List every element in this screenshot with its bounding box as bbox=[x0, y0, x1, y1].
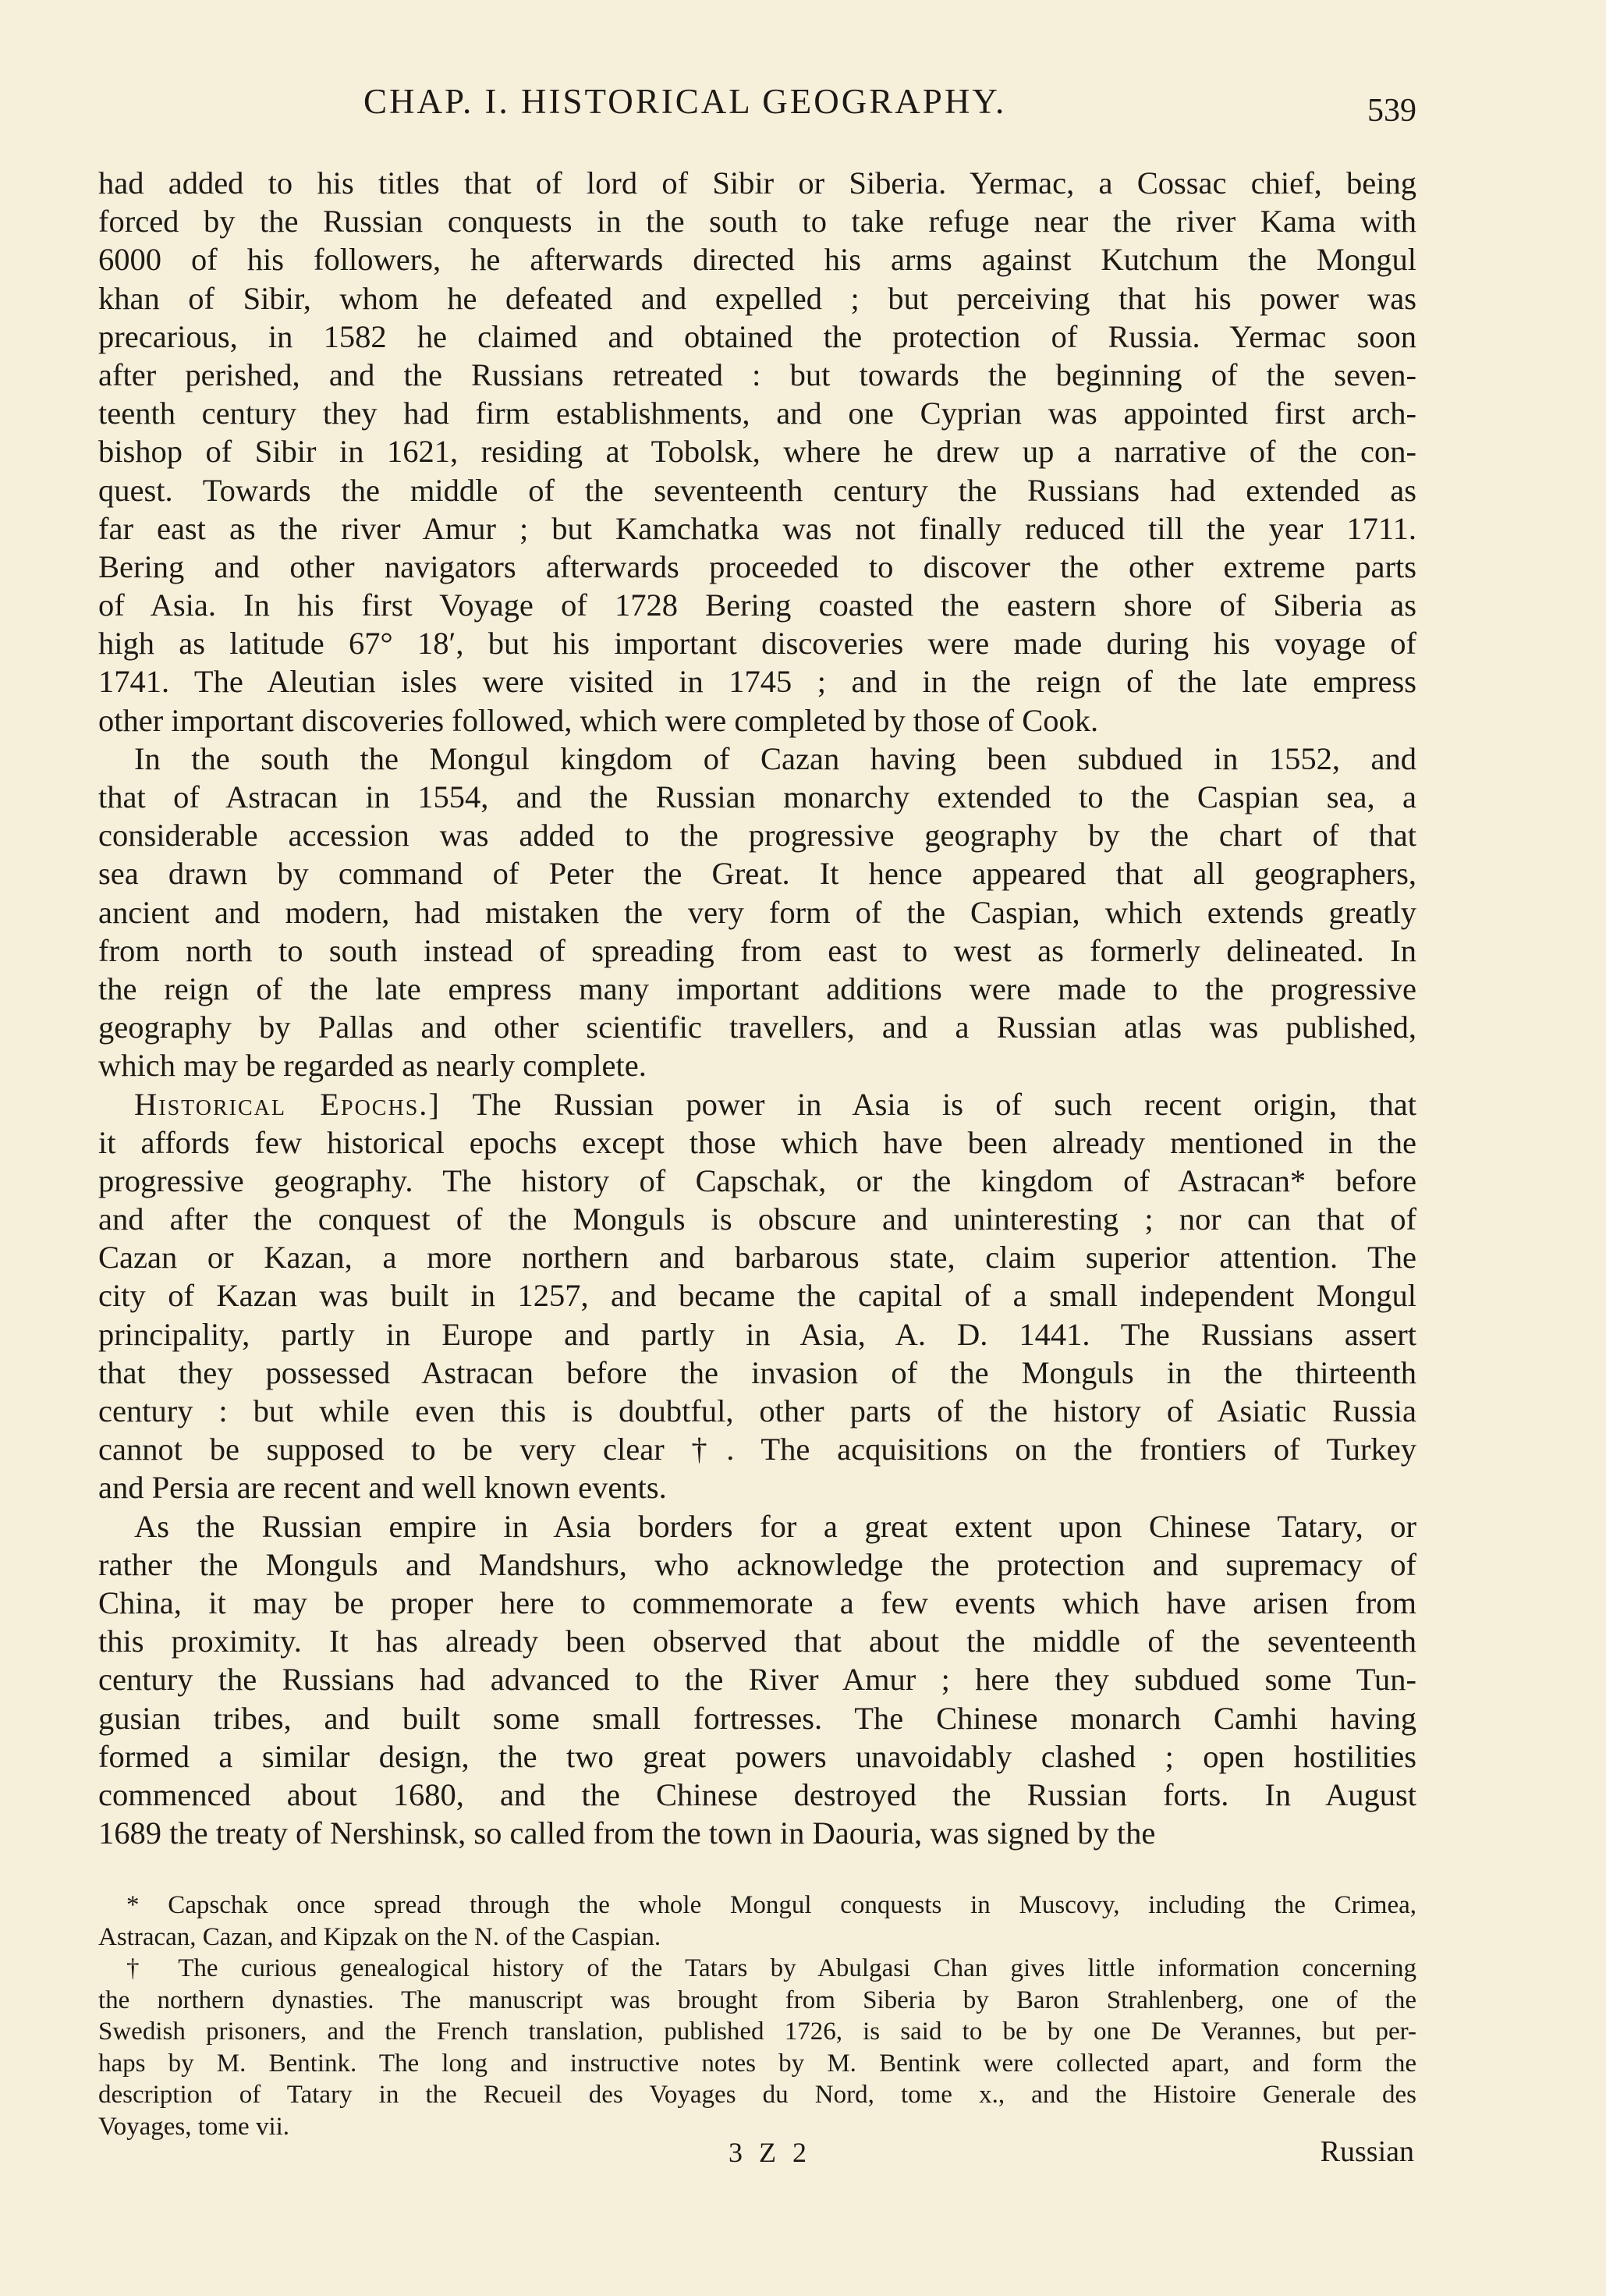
text-line bbox=[98, 509, 1416, 548]
text-line bbox=[98, 164, 1416, 202]
text-line bbox=[98, 1507, 1416, 1545]
line-text: 6000 of his followers, he afterwards directed his arms against Kutchum the Mongul bbox=[98, 242, 1416, 278]
signature-mark: 3 Z 2 bbox=[729, 2137, 811, 2168]
text-line bbox=[98, 202, 1416, 240]
line-text: In the south the Mongul kingdom of Cazan having been subdued in 1552, and bbox=[134, 740, 1416, 776]
text-line bbox=[98, 356, 1416, 394]
catchword: Russian bbox=[1320, 2135, 1414, 2168]
text-line bbox=[98, 1622, 1416, 1660]
line-text: principality, partly in Europe and partly in Asia, A. D. 1441. The Russians assert bbox=[98, 1316, 1416, 1352]
line-text: rather the Monguls and Mandshurs, who acknowledge the protection and supremacy of bbox=[98, 1546, 1416, 1582]
text-line bbox=[98, 1046, 1416, 1084]
line-text: high as latitude 67° 18′, but his important discoveries were made during his voyage of bbox=[98, 626, 1416, 662]
page-number: 539 bbox=[1367, 93, 1416, 129]
line-text: 1741. The Aleutian isles were visited in 1745 ; and in the reign of the late empress bbox=[98, 664, 1416, 700]
text-line bbox=[98, 1162, 1416, 1200]
text-line bbox=[98, 1468, 1416, 1506]
line-text: the reign of the late empress many important additions were made to the progressive bbox=[98, 971, 1416, 1006]
text-line bbox=[98, 1430, 1416, 1468]
line-text: which may be regarded as nearly complete. bbox=[98, 1048, 647, 1084]
text-line bbox=[98, 432, 1416, 470]
line-text: khan of Sibir, whom he defeated and expelled ; but perceiving that his power was bbox=[98, 280, 1416, 316]
text-line bbox=[98, 893, 1416, 932]
line-text: that of Astracan in 1554, and the Russian monarchy extended to the Caspian sea, a bbox=[98, 779, 1416, 814]
line-text: teenth century they had firm establishments, and one Cyprian was appointed first arch- bbox=[98, 396, 1416, 431]
text-line bbox=[98, 394, 1416, 432]
line-text: 1689 the treaty of Nershinsk, so called from the town in Daouria, was signed by the bbox=[98, 1815, 1156, 1851]
footnote-line: Astracan, Cazan, and Kipzak on the N. of the Caspian. bbox=[98, 1922, 661, 1951]
footnote-line: Voyages, tome vii. bbox=[98, 2112, 290, 2141]
body-text bbox=[98, 164, 1416, 1852]
line-text: ancient and modern, had mistaken the very form of the Caspian, which extends greatly bbox=[98, 894, 1416, 930]
line-text: Bering and other navigators afterwards proceeded to discover the other extreme parts bbox=[98, 548, 1416, 584]
footnote-line: † The curious genealogical history of the Tatars by Abulgasi Chan gives little information concerning bbox=[126, 1954, 1416, 1982]
line-text: bishop of Sibir in 1621, residing at Tobolsk, where he drew up a narrative of the con- bbox=[98, 434, 1416, 470]
line-text: sea drawn by command of Peter the Great. It hence appeared that all geographers, bbox=[98, 856, 1416, 892]
line-text: had added to his titles that of lord of Sibir or Siberia. Yermac, a Cossac chief, being bbox=[98, 165, 1416, 201]
text-line bbox=[98, 1660, 1416, 1698]
text-line bbox=[98, 1737, 1416, 1776]
text-line bbox=[98, 740, 1416, 778]
text-line bbox=[98, 1545, 1416, 1584]
line-text: forced by the Russian conquests in the south to take refuge near the river Kama with bbox=[98, 204, 1416, 240]
footnote-line: * Capschak once spread through the whole Mongul conquests in Muscovy, including the Crimea, bbox=[126, 1891, 1416, 1919]
text-line bbox=[98, 240, 1416, 279]
footnote-line: description of Tatary in the Recueil des Voyages du Nord, tome x., and the Histoire Generale des bbox=[98, 2081, 1416, 2109]
running-title: CHAP. I. HISTORICAL GEOGRAPHY. bbox=[363, 82, 1007, 121]
text-line bbox=[98, 1392, 1416, 1430]
text-line bbox=[98, 662, 1416, 701]
text-line bbox=[98, 1699, 1416, 1737]
line-text: formed a similar design, the two great powers unavoidably clashed ; open hostilities bbox=[98, 1738, 1416, 1774]
line-text: cannot be supposed to be very clear †. The acquisitions on the frontiers of Turkey bbox=[98, 1432, 1416, 1467]
text-line bbox=[98, 970, 1416, 1008]
text-line bbox=[98, 1276, 1416, 1315]
footnotes bbox=[98, 1890, 1416, 2142]
text-line bbox=[98, 318, 1416, 356]
line-text: city of Kazan was built in 1257, and became the capital of a small independent Mongul bbox=[98, 1278, 1416, 1314]
line-text: century the Russians had advanced to the River Amur ; here they subdued some Tun- bbox=[98, 1662, 1416, 1698]
line-text: Cazan or Kazan, a more northern and barbarous state, claim superior attention. The bbox=[98, 1240, 1416, 1276]
text-line bbox=[98, 932, 1416, 970]
line-text: China, it may be proper here to commemorate a few events which have arisen from bbox=[98, 1584, 1416, 1620]
text-line bbox=[98, 778, 1416, 816]
footnote-line: the northern dynasties. The manuscript was brought from Siberia by Baron Strahlenberg, one of the bbox=[98, 1985, 1416, 2014]
line-text: it affords few historical epochs except those which have been already mentioned in the bbox=[98, 1124, 1416, 1160]
text-line bbox=[98, 701, 1416, 740]
line-text: and after the conquest of the Monguls is obscure and uninteresting ; nor can that of bbox=[98, 1201, 1416, 1237]
line-text: As the Russian empire in Asia borders for a great extent upon Chinese Tatary, or bbox=[134, 1508, 1416, 1544]
text-line bbox=[98, 1776, 1416, 1814]
section-heading: Historical Epochs.] bbox=[134, 1086, 441, 1122]
text-line bbox=[98, 1200, 1416, 1238]
text-line bbox=[98, 471, 1416, 509]
line-text: of Asia. In his first Voyage of 1728 Bering coasted the eastern shore of Siberia as bbox=[98, 587, 1416, 623]
text-line bbox=[98, 854, 1416, 892]
line-text: that they possessed Astracan before the invasion of the Monguls in the thirteenth bbox=[98, 1354, 1416, 1390]
text-line bbox=[98, 816, 1416, 854]
line-text: other important discoveries followed, which were completed by those of Cook. bbox=[98, 702, 1099, 738]
line-text: and Persia are recent and well known events. bbox=[98, 1470, 667, 1506]
text-line bbox=[98, 1123, 1416, 1162]
running-head bbox=[98, 81, 1416, 128]
line-text: this proximity. It has already been observed that about the middle of the seventeenth bbox=[98, 1624, 1416, 1659]
text-line bbox=[98, 1315, 1416, 1354]
line-text: century : but while even this is doubtful, other parts of the history of Asiatic Russia bbox=[98, 1393, 1416, 1428]
text-line bbox=[98, 1008, 1416, 1046]
line-text: commenced about 1680, and the Chinese destroyed the Russian forts. In August bbox=[98, 1776, 1416, 1812]
line-text: far east as the river Amur ; but Kamchatka was not finally reduced till the year 1711. bbox=[98, 510, 1416, 546]
line-text: The Russian power in Asia is of such recent origin, that bbox=[440, 1086, 1416, 1122]
footnote-line: Swedish prisoners, and the French translation, published 1726, is said to be by one De Verannes, but per- bbox=[98, 2017, 1416, 2046]
text-line bbox=[98, 624, 1416, 662]
text-line bbox=[98, 1238, 1416, 1276]
line-text: gusian tribes, and built some small fortresses. The Chinese monarch Camhi having bbox=[98, 1700, 1416, 1736]
line-text: considerable accession was added to the progressive geography by the chart of that bbox=[98, 818, 1416, 853]
text-line bbox=[98, 1814, 1416, 1852]
text-line bbox=[98, 1085, 1416, 1123]
text-line bbox=[98, 1584, 1416, 1622]
text-line bbox=[98, 548, 1416, 586]
footnote-line: haps by M. Bentink. The long and instructive notes by M. Bentink were collected apart, and form the bbox=[98, 2049, 1416, 2078]
line-text: geography by Pallas and other scientific travellers, and a Russian atlas was published, bbox=[98, 1010, 1416, 1045]
text-line bbox=[98, 586, 1416, 624]
line-text: from north to south instead of spreading from east to west as formerly delineated. In bbox=[98, 932, 1416, 968]
line-text: precarious, in 1582 he claimed and obtained the protection of Russia. Yermac soon bbox=[98, 318, 1416, 354]
line-text: quest. Towards the middle of the seventeenth century the Russians had extended as bbox=[98, 472, 1416, 508]
text-line bbox=[98, 279, 1416, 318]
line-text: after perished, and the Russians retreated : but towards the beginning of the seven- bbox=[98, 357, 1416, 392]
line-text: progressive geography. The history of Capschak, or the kingdom of Astracan* before bbox=[98, 1162, 1416, 1198]
text-line bbox=[98, 1354, 1416, 1392]
